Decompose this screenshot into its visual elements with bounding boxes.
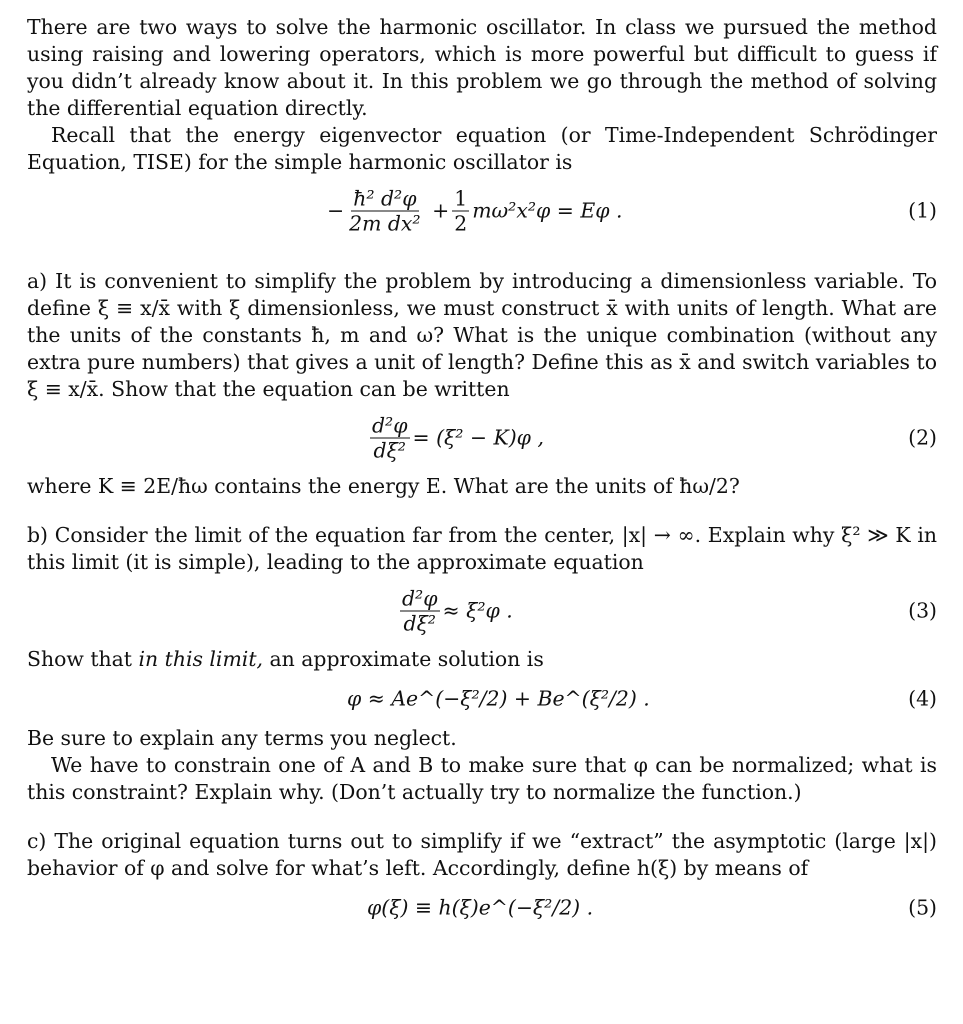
equation-5 [27, 882, 937, 934]
intro-paragraph-2: Recall that the energy eigenvector equation (or Time-Independent Schrödinger Equation, TISE) for the simple harmonic oscillator is [27, 123, 937, 174]
equation-number-2: (2) [908, 425, 937, 450]
eq1-fraction-1: $\frac{\text{ħ² d²φ}}{\text{2m dx²}}$ [349, 186, 421, 236]
part-a-text: a) It is convenient to simplify the problem by introducing a dimensionless variable. To define ξ ≡ x/x̄ with ξ dimensionless, we must construct x̄ with units of length. What are the units of the constants ħ, m and ω? What is the unique combination (without any extra pure numbers) that gives a unit of length? Define this as x̄ and switch variables to ξ ≡ x/x̄. Show that the equation can be written [27, 269, 937, 401]
equation-number-5: (5) [908, 895, 937, 920]
problem-page [27, 14, 937, 934]
eq2-fraction: $\frac{\text{d²φ}}{\text{dξ²}}$ [372, 413, 408, 463]
equation-4 [27, 673, 937, 725]
equation-2 [27, 403, 937, 473]
eq3-fraction: $\frac{\text{d²φ}}{\text{dξ²}}$ [402, 586, 438, 636]
equation-number-1: (1) [908, 198, 937, 223]
equation-1: − $\frac{\text{ħ² d²φ}}{\text{2m dx²}}$ + $\frac{1}{2}$ mω²x²φ = Eφ . (1) [327, 186, 937, 236]
eq2-rest: = (ξ² − K)φ , [412, 425, 544, 450]
eq1-fraction-2: $\frac{1}{2}$ [454, 186, 468, 236]
part-b-constraint: We have to constrain one of A and B to make sure that φ can be normalized; what is this constraint? Explain why. (Don’t actually try to normalize the function.) [27, 753, 937, 804]
eq5-body: φ(ξ) ≡ h(ξ)e^(−ξ²/2) . [367, 895, 594, 920]
part-b-neglect: Be sure to explain any terms you neglect. [27, 726, 457, 750]
eq1-rest: mω²x²φ = Eφ . [472, 198, 623, 223]
eq3-rest: ≈ ξ²φ . [442, 598, 513, 623]
part-b-text: b) Consider the limit of the equation far from the center, |x| → ∞. Explain why ξ² ≫ K in this limit (it is simple), leading to the approximate equation [27, 523, 937, 574]
equation-number-3: (3) [908, 598, 937, 623]
part-a-after: where K ≡ 2E/ħω contains the energy E. What are the units of ħω/2? [27, 474, 740, 498]
equation-number-4: (4) [908, 686, 937, 711]
equation-3 [27, 576, 937, 646]
part-c-text: c) The original equation turns out to simplify if we “extract” the asymptotic (large |x|) behavior of φ and solve for what’s left. Accordingly, define h(ξ) by means of [27, 829, 937, 880]
eq4-body: φ ≈ Ae^(−ξ²/2) + Be^(ξ²/2) . [347, 686, 650, 711]
intro-paragraph-1: There are two ways to solve the harmonic oscillator. In class we pursued the method using raising and lowering operators, which is more powerful but difficult to guess if you didn’t already know about it. In this problem we go through the method of solving the differential equation directly. [27, 15, 937, 120]
part-b-show-line: Show that in this limit, an approximate solution is [27, 647, 544, 671]
